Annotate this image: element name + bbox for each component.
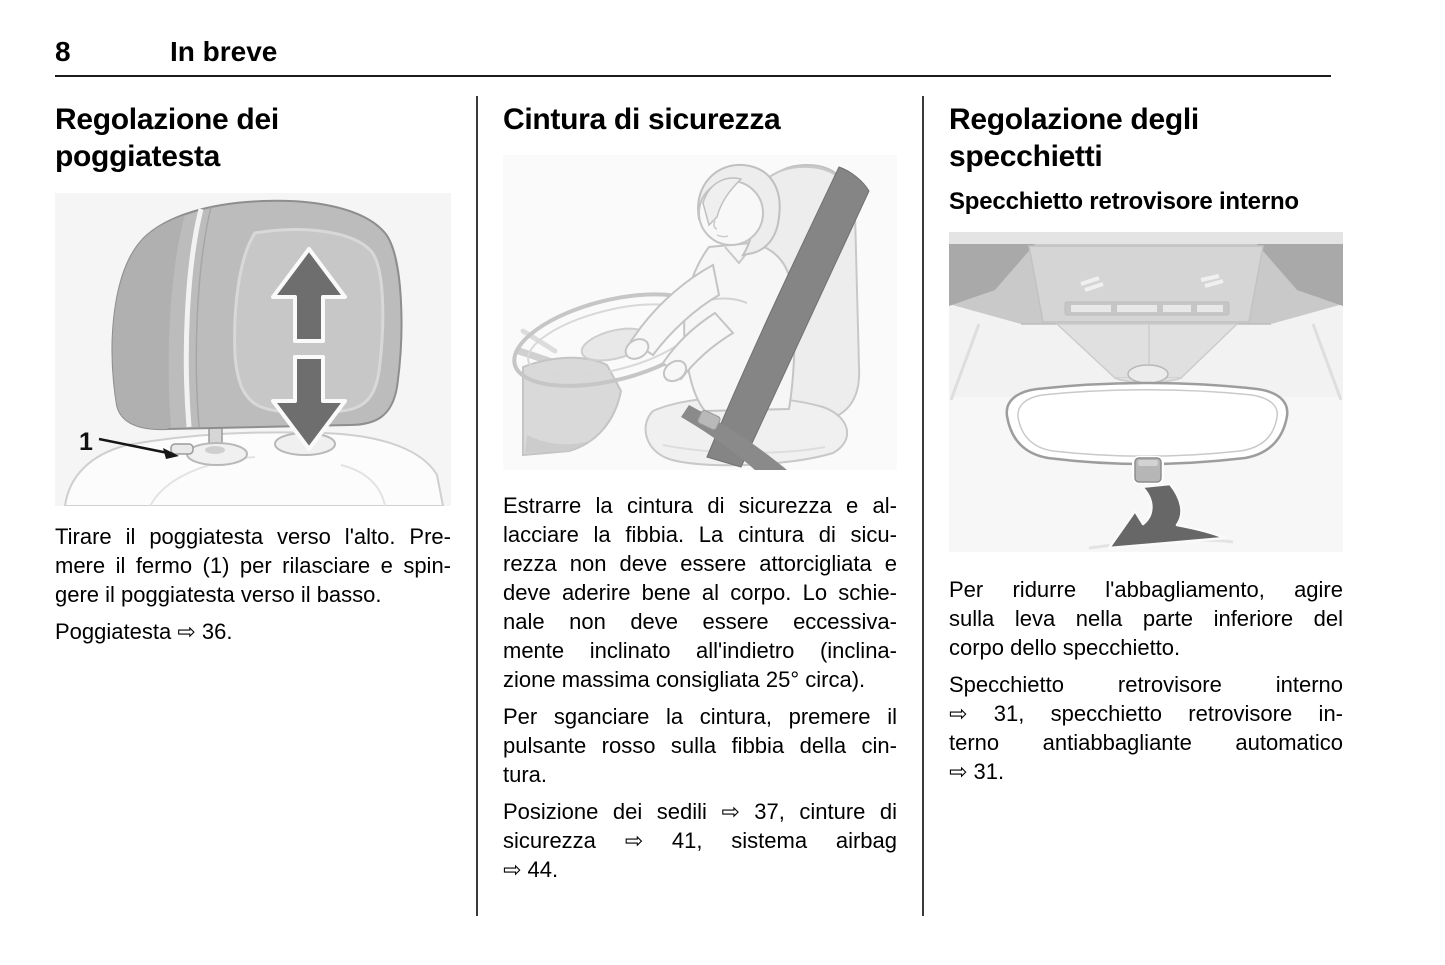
- column-heading: Cintura di sicurezza: [503, 103, 781, 136]
- text-line: Tirare il poggiatesta verso l'alto. Pre-: [55, 524, 451, 549]
- column-heading: Regolazione degli specchietti: [949, 103, 1199, 173]
- text-line: ⇨ 31.: [949, 759, 1005, 784]
- text-line: rezza non deve essere attorcigliata e: [503, 551, 897, 576]
- rearview-mirror: [1007, 383, 1288, 464]
- text-line: mente inclinato all'indietro (inclina-: [503, 638, 897, 663]
- figure-label-1: 1: [79, 428, 93, 456]
- headrest-figure-svg: [55, 193, 451, 506]
- text-line: Per sganciare la cintura, premere il: [503, 704, 897, 729]
- text-line: mere il fermo (1) per rilasciare e spin-: [55, 553, 451, 578]
- header-rule: [55, 75, 1331, 77]
- headrest-body: [113, 201, 402, 429]
- paragraph-reference: [55, 617, 451, 646]
- seatbelt-illustration: [503, 155, 897, 470]
- page-header: [0, 0, 1445, 68]
- columns: [55, 101, 1445, 916]
- antiglare-lever: [1132, 456, 1164, 484]
- text-line: lacciare la fibbia. La cintura di sicu-: [503, 522, 897, 547]
- text-line: deve aderire bene al corpo. Lo schie-: [503, 580, 897, 605]
- paragraph-reference: [949, 670, 1343, 786]
- column-mirrors: [949, 101, 1343, 794]
- headrest-illustration: [55, 193, 451, 506]
- paragraph: [949, 575, 1343, 662]
- column-heading: Regolazione dei poggiatesta: [55, 103, 279, 173]
- text-line: nale non deve essere eccessiva-: [503, 609, 897, 634]
- text-line: sicurezza ⇨ 41, sistema airbag: [503, 828, 897, 853]
- text-line: zione massima consigliata 25° circa).: [503, 667, 866, 692]
- mirror-illustration: [949, 232, 1343, 552]
- text-line: pulsante rosso sulla fibbia della cin-: [503, 733, 897, 758]
- column-divider: [922, 96, 924, 916]
- text-line: Per ridurre l'abbagliamento, agire: [949, 577, 1343, 602]
- page-number: 8: [55, 36, 71, 67]
- seatbelt-figure-svg: [503, 155, 897, 470]
- column-subheading: Specchietto retrovisore interno: [949, 188, 1299, 215]
- text-line: terno antiabbagliante automatico: [949, 730, 1343, 755]
- paragraph: [503, 702, 897, 789]
- text-line: Specchietto retrovisore interno: [949, 672, 1343, 697]
- section-title: In breve: [170, 36, 278, 67]
- text-line: Poggiatesta ⇨ 36.: [55, 619, 233, 644]
- headrest-release-button: [171, 444, 193, 454]
- paragraph: [503, 491, 897, 694]
- text-line: ⇨ 44.: [503, 857, 559, 882]
- text-line: sulla leva nella parte inferiore del: [949, 606, 1343, 631]
- text-line: corpo dello specchietto.: [949, 635, 1181, 660]
- text-line: tura.: [503, 762, 548, 787]
- text-line: Posizione dei sedili ⇨ 37, cinture di: [503, 799, 897, 824]
- paragraph-reference: [503, 797, 897, 884]
- paragraph: [55, 522, 451, 609]
- column-divider: [476, 96, 478, 916]
- column-headrest: [55, 101, 451, 654]
- text-line: gere il poggiatesta verso il basso.: [55, 582, 382, 607]
- text-line: ⇨ 31, specchietto retrovisore in-: [949, 701, 1343, 726]
- column-seatbelt: [503, 101, 897, 892]
- mirror-figure-svg: [949, 232, 1343, 552]
- text-line: Estrarre la cintura di sicurezza e al-: [503, 493, 897, 518]
